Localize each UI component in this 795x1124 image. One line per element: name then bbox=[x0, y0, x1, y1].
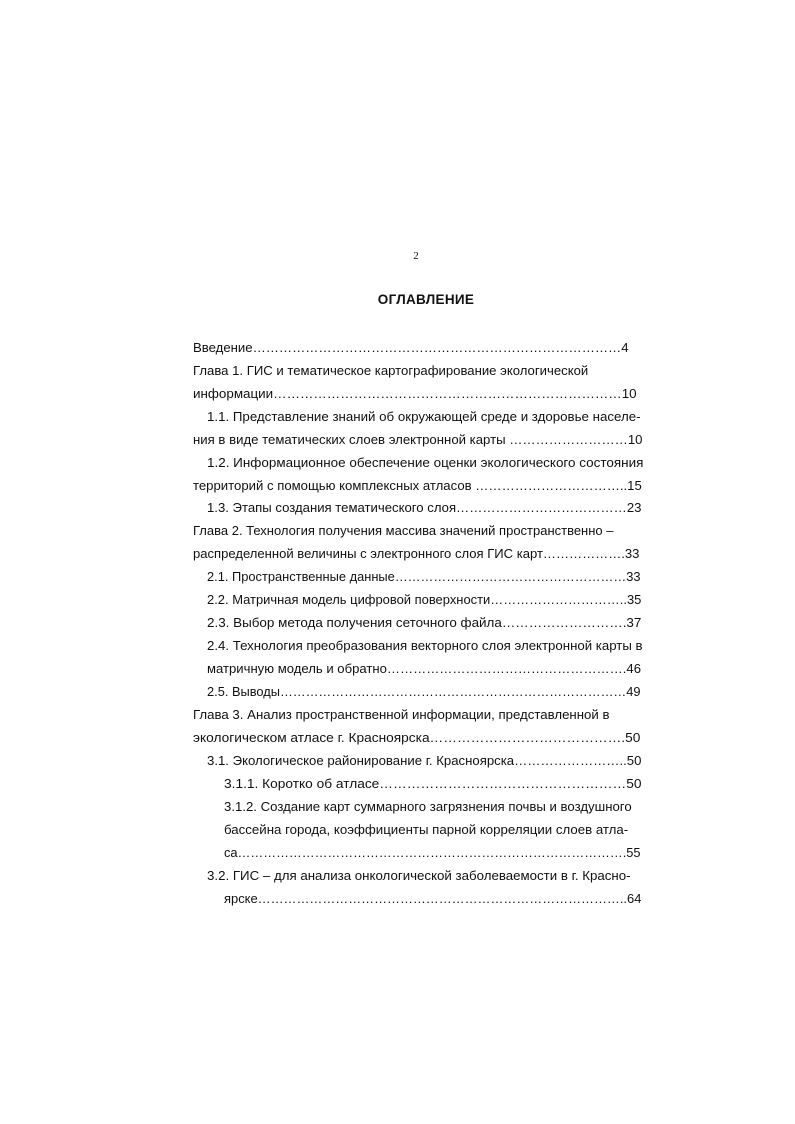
toc-line: 1.3. Этапы создания тематического слоя…………………………………23 bbox=[207, 501, 642, 515]
toc-line: Глава 1. ГИС и тематическое картографирование экологической bbox=[193, 364, 589, 378]
toc-line: 2.2. Матричная модель цифровой поверхности…………………………..35 bbox=[207, 593, 642, 607]
toc-line: Глава 2. Технология получения массива значений пространственно – bbox=[193, 524, 614, 538]
toc-line: 3.2. ГИС – для анализа онкологической заболеваемости в г. Красно- bbox=[207, 869, 631, 883]
toc-line: 3.1.1. Коротко об атласе………………………………………………50 bbox=[224, 777, 642, 791]
toc-line: ярске…………………………………………………………………………..64 bbox=[224, 892, 642, 906]
page-number: 2 bbox=[413, 250, 419, 262]
toc-line: бассейна города, коэффициенты парной корреляции слоев атла- bbox=[224, 823, 629, 837]
toc-line: 2.4. Технология преобразования векторного слоя электронной карты в bbox=[207, 639, 643, 653]
toc-line: Введение…………………………………………………………………………4 bbox=[193, 341, 629, 355]
toc-line: территорий с помощью комплексных атласов ……………………………..15 bbox=[193, 479, 642, 493]
toc-line: 3.1. Экологическое районирование г. Красноярска……………………..50 bbox=[207, 754, 642, 768]
toc-line: 2.1. Пространственные данные………………………………………………33 bbox=[207, 570, 641, 584]
toc-line: Глава 3. Анализ пространственной информации, представленной в bbox=[193, 708, 610, 722]
toc-line: са……………………………………………………………………………….55 bbox=[224, 846, 641, 860]
toc-line: матричную модель и обратно……………………………………………….46 bbox=[207, 662, 641, 676]
toc-line: 1.1. Представление знаний об окружающей среде и здоровье населе- bbox=[207, 410, 641, 424]
toc-line: 3.1.2. Создание карт суммарного загрязнения почвы и воздушного bbox=[224, 800, 632, 814]
toc-line: ния в виде тематических слоев электронной карты ………………………10 bbox=[193, 433, 643, 447]
toc-line: распределенной величины с электронного слоя ГИС карт……………….33 bbox=[193, 547, 640, 561]
toc-line: 2.3. Выбор метода получения сеточного файла……………………….37 bbox=[207, 616, 642, 630]
toc-line: 2.5. Выводы………………………………………………………………………49 bbox=[207, 685, 641, 699]
toc-line: информации……………………………………………………………………10 bbox=[193, 387, 637, 401]
toc-line: 1.2. Информационное обеспечение оценки экологического состояния bbox=[207, 456, 644, 470]
toc-line: экологическом атласе г. Красноярска…………………………………….50 bbox=[193, 731, 641, 745]
page-title: ОГЛАВЛЕНИЕ bbox=[377, 292, 475, 307]
